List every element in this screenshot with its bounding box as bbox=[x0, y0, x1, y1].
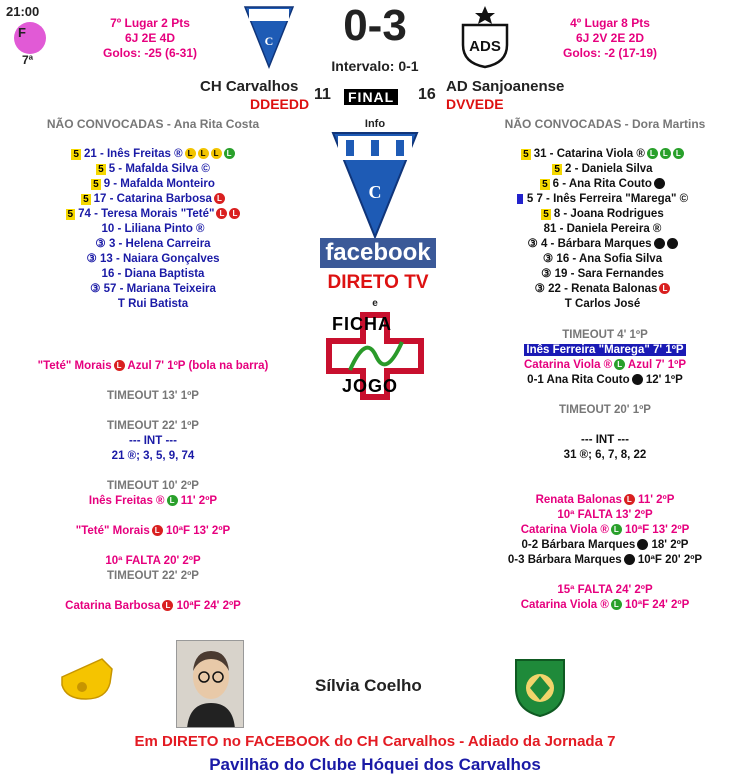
round-label: 7ª bbox=[22, 53, 34, 67]
match-event bbox=[0, 599, 306, 614]
player-name: 74 - Teresa Morais "Teté" bbox=[78, 208, 215, 220]
away-player-row bbox=[450, 207, 750, 222]
e-label: e bbox=[372, 298, 378, 309]
away-record: 6J 2V 2E 2D bbox=[575, 31, 645, 45]
home-squad-list bbox=[0, 147, 306, 312]
event-text: Catarina Viola ® bbox=[520, 524, 609, 536]
event-detail: 10ªF 13' 2ºP bbox=[162, 525, 231, 537]
match-event bbox=[455, 433, 750, 448]
home-player-row bbox=[0, 207, 306, 222]
home-player-row bbox=[0, 177, 306, 192]
starter-badge: 5 bbox=[73, 149, 79, 160]
match-event bbox=[455, 493, 750, 508]
away-number: 16 bbox=[418, 86, 436, 103]
event-detail: 18' 2ºP bbox=[648, 539, 689, 551]
event-text: 0-1 Ana Rita Couto bbox=[527, 374, 630, 386]
home-player-row bbox=[0, 192, 306, 207]
referee-name: Sílvia Coelho bbox=[315, 676, 422, 695]
away-player-row bbox=[450, 222, 750, 237]
match-event bbox=[0, 449, 306, 464]
home-rank: 7º Lugar 2 Pts bbox=[110, 16, 190, 30]
player-name: 16 - Diana Baptista bbox=[101, 268, 205, 280]
role-marker: ③ bbox=[534, 283, 549, 295]
match-event bbox=[455, 523, 750, 538]
starter-badge: 5 bbox=[554, 164, 560, 175]
starter-badge: 5 bbox=[543, 209, 549, 220]
away-rank: 4º Lugar 8 Pts bbox=[570, 16, 650, 30]
halftime-score: Intervalo: 0-1 bbox=[331, 58, 419, 74]
away-player-row bbox=[450, 282, 750, 297]
red-card-icon: L bbox=[152, 525, 163, 536]
direto-footer-line[interactable]: Em DIRETO no FACEBOOK do CH Carvalhos - Adiado da Jornada 7 bbox=[134, 733, 616, 750]
home-player-row bbox=[0, 282, 306, 297]
player-name: Carlos José bbox=[575, 298, 641, 310]
black-card-icon bbox=[624, 554, 635, 565]
event-text: TIMEOUT 4' 1ºP bbox=[562, 329, 648, 341]
away-player-row bbox=[450, 162, 750, 177]
yellow-card-icon: L bbox=[185, 148, 196, 159]
player-name: 19 - Sara Fernandes bbox=[554, 268, 664, 280]
role-marker: ③ bbox=[541, 268, 555, 280]
event-text: Renata Balonas bbox=[535, 494, 622, 506]
event-text: 31 ®; 6, 7, 8, 22 bbox=[563, 449, 647, 461]
final-status: FINAL bbox=[344, 89, 398, 105]
event-text: TIMEOUT 22' 2ºP bbox=[107, 570, 199, 582]
player-name: 5 - Mafalda Silva © bbox=[108, 163, 210, 175]
match-event bbox=[455, 583, 750, 598]
home-events bbox=[0, 359, 306, 614]
svg-text:C: C bbox=[264, 34, 274, 48]
away-crest-text: ADS bbox=[469, 38, 501, 55]
player-name: 57 - Mariana Teixeira bbox=[103, 283, 216, 295]
svg-text:C: C bbox=[368, 182, 382, 202]
role-marker: T bbox=[564, 298, 576, 310]
player-name: 22 - Renata Balonas bbox=[548, 283, 658, 295]
player-name: 8 - Joana Rodrigues bbox=[553, 208, 664, 220]
event-text: TIMEOUT 20' 1ºP bbox=[559, 404, 651, 416]
match-event bbox=[0, 524, 306, 539]
match-time: 21:00 bbox=[6, 4, 40, 19]
starter-badge: 5 bbox=[542, 179, 548, 190]
player-name: 5 7 - Inês Ferreira "Marega" © bbox=[526, 193, 689, 205]
role-marker: ③ bbox=[95, 238, 109, 250]
black-card-icon bbox=[667, 238, 678, 249]
role-marker: ③ bbox=[542, 253, 557, 265]
starter-badge: 5 bbox=[67, 209, 74, 220]
red-card-icon: L bbox=[624, 494, 635, 505]
match-event bbox=[0, 389, 306, 404]
event-detail: 12' 1ºP bbox=[642, 374, 683, 386]
event-text: TIMEOUT 22' 1ºP bbox=[107, 420, 199, 432]
home-player-row bbox=[0, 252, 306, 267]
player-name: 4 - Bárbara Marques bbox=[540, 238, 652, 250]
green-card-icon: L bbox=[673, 148, 684, 159]
match-event bbox=[0, 359, 306, 374]
role-marker: ③ bbox=[86, 253, 100, 265]
green-card-icon: L bbox=[611, 524, 622, 535]
red-card-icon: L bbox=[214, 193, 225, 204]
home-number: 11 bbox=[314, 86, 331, 103]
player-name: 10 - Liliana Pinto ® bbox=[101, 223, 205, 235]
match-event bbox=[455, 553, 750, 568]
player-name: 31 - Catarina Viola ® bbox=[533, 148, 645, 160]
event-text: --- INT --- bbox=[129, 435, 177, 447]
green-card-icon: L bbox=[611, 599, 622, 610]
away-player-row bbox=[450, 267, 750, 282]
home-player-row bbox=[0, 297, 306, 312]
green-card-icon: L bbox=[647, 148, 658, 159]
home-record: 6J 2E 4D bbox=[124, 31, 176, 45]
event-text: Inês Freitas ® bbox=[88, 495, 165, 507]
player-name: 21 - Inês Freitas ® bbox=[83, 148, 183, 160]
player-name: 13 - Naiara Gonçalves bbox=[99, 253, 220, 265]
red-card-icon: L bbox=[162, 600, 173, 611]
away-squad-list bbox=[450, 147, 750, 312]
event-detail: Azul 7' 1ºP bbox=[625, 359, 686, 371]
match-event bbox=[455, 358, 750, 373]
match-event bbox=[455, 538, 750, 553]
match-event bbox=[455, 403, 750, 418]
green-card-icon: L bbox=[224, 148, 235, 159]
event-text: 10ª FALTA 20' 2ºP bbox=[105, 555, 201, 567]
venue-name: Pavilhão do Clube Hóquei dos Carvalhos bbox=[209, 755, 541, 774]
green-card-icon: L bbox=[167, 495, 178, 506]
starter-badge: 5 bbox=[523, 149, 529, 160]
player-name: 9 - Mafalda Monteiro bbox=[103, 178, 215, 190]
home-player-row bbox=[0, 162, 306, 177]
away-player-row bbox=[450, 297, 750, 312]
event-text: Catarina Barbosa bbox=[65, 600, 161, 612]
away-player-row bbox=[450, 192, 750, 207]
federation-crest-icon bbox=[512, 654, 568, 718]
match-event bbox=[455, 373, 750, 388]
event-text: 0-3 Bárbara Marques bbox=[507, 554, 622, 566]
event-text: "Teté" Morais bbox=[75, 525, 150, 537]
event-text: Catarina Viola ® bbox=[524, 359, 613, 371]
home-player-row bbox=[0, 147, 306, 162]
match-event bbox=[455, 328, 750, 343]
match-event bbox=[455, 598, 750, 613]
starter-badge: 5 bbox=[98, 164, 104, 175]
yellow-card-icon: L bbox=[198, 148, 209, 159]
info-label: Info bbox=[364, 118, 386, 130]
home-goals: Golos: -25 (6-31) bbox=[102, 46, 198, 60]
referee-photo bbox=[176, 640, 244, 728]
home-form: DDEEDD bbox=[250, 96, 310, 112]
match-event bbox=[0, 434, 306, 449]
match-event bbox=[0, 419, 306, 434]
away-form bbox=[446, 96, 504, 112]
player-name: 81 - Daniela Pereira ® bbox=[543, 223, 662, 235]
match-event bbox=[455, 343, 750, 358]
away-player-row bbox=[450, 237, 750, 252]
referee-avatar-icon bbox=[177, 641, 244, 728]
event-detail: 10ªF 20' 2ºP bbox=[634, 554, 703, 566]
event-text: TIMEOUT 13' 1ºP bbox=[107, 390, 199, 402]
role-marker: T bbox=[117, 298, 129, 310]
black-card-icon bbox=[654, 178, 665, 189]
match-event bbox=[0, 554, 306, 569]
event-text: TIMEOUT 10' 2ºP bbox=[107, 480, 199, 492]
away-player-row bbox=[450, 147, 750, 162]
black-card-icon bbox=[637, 539, 648, 550]
ficha-label: FICHA bbox=[332, 314, 392, 334]
away-goals: Golos: -2 (17-19) bbox=[562, 46, 658, 60]
whistle-icon bbox=[52, 655, 122, 703]
away-crest-small bbox=[457, 5, 513, 69]
red-card-icon: L bbox=[216, 208, 227, 219]
red-card-icon: L bbox=[114, 360, 125, 371]
event-text: Catarina Viola ® bbox=[520, 599, 609, 611]
ficha-jogo-button[interactable] bbox=[326, 312, 424, 400]
event-text: --- INT --- bbox=[581, 434, 629, 446]
player-name: 2 - Daniela Silva bbox=[564, 163, 653, 175]
event-text: 15ª FALTA 24' 2ºP bbox=[557, 584, 653, 596]
match-event bbox=[455, 448, 750, 463]
event-detail: Azul 7' 1ºP (bola na barra) bbox=[124, 360, 269, 372]
home-player-row bbox=[0, 222, 306, 237]
league-logo: F bbox=[14, 22, 46, 54]
black-card-icon bbox=[632, 374, 643, 385]
away-team-name[interactable]: AD Sanjoanense bbox=[446, 78, 565, 95]
home-team-name[interactable]: CH Carvalhos bbox=[200, 78, 299, 95]
event-text: 21 ®; 3, 5, 9, 74 bbox=[111, 450, 195, 462]
role-marker: ③ bbox=[527, 238, 541, 250]
event-text: Inês Ferreira "Marega" 7' 1ºP bbox=[526, 344, 684, 356]
player-name: 6 - Ana Rita Couto bbox=[552, 178, 652, 190]
home-crest-large[interactable] bbox=[330, 130, 420, 240]
away-player-row bbox=[450, 252, 750, 267]
away-stats bbox=[530, 16, 690, 61]
home-player-row bbox=[0, 267, 306, 282]
red-card-icon: L bbox=[229, 208, 240, 219]
captain-marker bbox=[517, 194, 523, 204]
score: 0-3 bbox=[343, 1, 407, 50]
event-detail: 11' 2ºP bbox=[177, 495, 218, 507]
event-detail: 10ªF 24' 2ºP bbox=[173, 600, 241, 612]
starter-badge: 5 bbox=[83, 194, 89, 205]
direto-tv-link[interactable]: DIRETO TV bbox=[327, 272, 429, 293]
home-player-row bbox=[0, 237, 306, 252]
match-event bbox=[0, 494, 306, 509]
event-detail: 10ªF 24' 2ºP bbox=[621, 599, 690, 611]
player-name: 3 - Helena Carreira bbox=[108, 238, 211, 250]
yellow-card-icon: L bbox=[211, 148, 222, 159]
jogo-label: JOGO bbox=[342, 376, 399, 396]
green-card-icon: L bbox=[660, 148, 671, 159]
role-marker: ③ bbox=[90, 283, 104, 295]
black-card-icon bbox=[654, 238, 665, 249]
event-detail: 10ªF 13' 2ºP bbox=[621, 524, 690, 536]
player-name: 17 - Catarina Barbosa bbox=[93, 193, 212, 205]
home-squad-title: NÃO CONVOCADAS - Ana Rita Costa bbox=[46, 117, 260, 131]
player-name: Rui Batista bbox=[128, 298, 189, 310]
event-text: 10ª FALTA 13' 2ºP bbox=[557, 509, 653, 521]
match-event bbox=[0, 569, 306, 584]
red-card-icon: L bbox=[659, 283, 670, 294]
home-crest-small bbox=[243, 5, 295, 69]
player-name: 16 - Ana Sofia Silva bbox=[556, 253, 663, 265]
match-event bbox=[455, 508, 750, 523]
home-stats bbox=[70, 16, 230, 61]
event-text: "Teté" Morais bbox=[37, 360, 112, 372]
away-events bbox=[455, 328, 750, 613]
away-form-text: DVVEDE bbox=[446, 96, 504, 112]
away-player-row bbox=[450, 177, 750, 192]
starter-badge: 5 bbox=[93, 179, 99, 190]
facebook-button[interactable]: facebook bbox=[320, 238, 436, 268]
match-event bbox=[0, 479, 306, 494]
event-text: 0-2 Bárbara Marques bbox=[521, 539, 636, 551]
green-card-icon: L bbox=[614, 359, 625, 370]
away-squad-title: NÃO CONVOCADAS - Dora Martins bbox=[504, 117, 706, 131]
event-detail: 11' 2ºP bbox=[634, 494, 675, 506]
